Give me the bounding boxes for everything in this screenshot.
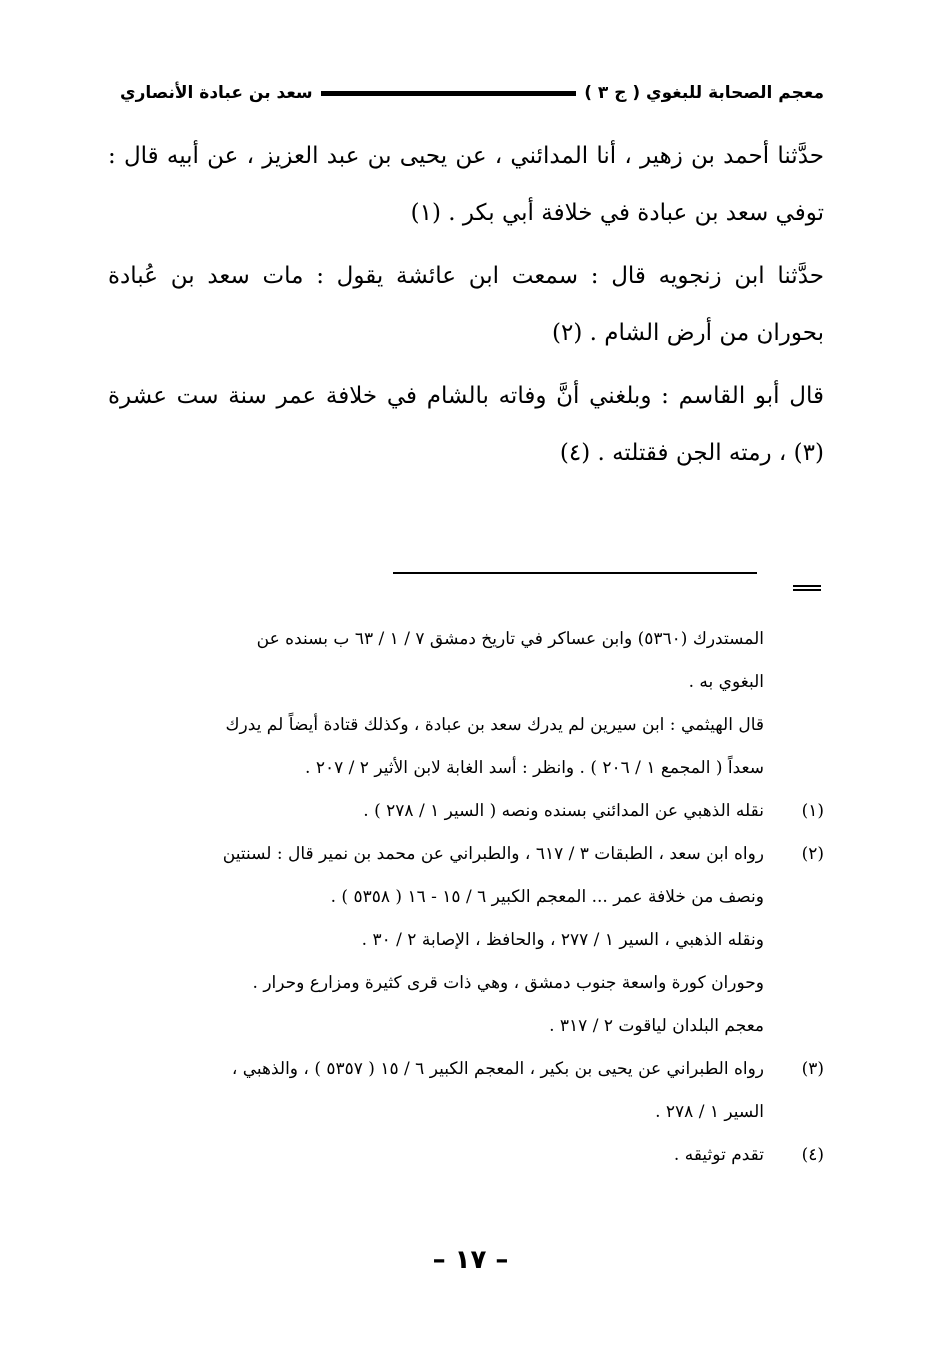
footnote-separator <box>393 572 757 574</box>
book-title: معجم الصحابة للبغوي ( ج ٣ ) <box>584 83 824 103</box>
footnote-line: وحوران كورة واسعة جنوب دمشق ، وهي ذات قرى كثيرة ومزارع وحرار . <box>252 973 764 993</box>
main-text <box>108 128 824 488</box>
footnote-4 <box>108 1134 824 1177</box>
footnote-carryover-line: قال الهيثمي : ابن سيرين لم يدرك سعد بن عبادة ، وكذلك قتادة أيضاً لم يدرك <box>225 715 764 735</box>
footnote-number: (٣) <box>801 1059 824 1079</box>
footnote-line: تقدم توثيقه . <box>673 1145 764 1165</box>
footnote-line: رواه الطبراني عن يحيى بن بكير ، المعجم الكبير ٦ / ١٥ ( ٥٣٥٧ ) ، والذهبي ، <box>231 1059 764 1079</box>
footnote-carryover-line: سعداً ( المجمع ١ / ٢٠٦ ) . وانظر : أسد الغابة لابن الأثير ٢ / ٢٠٧ . <box>305 758 764 778</box>
entry-title: سعد بن عبادة الأنصاري <box>120 83 313 103</box>
footnote-line: ونقله الذهبي ، السير ١ / ٢٧٧ ، والحافظ ، الإصابة ٢ / ٣٠ . <box>361 930 764 950</box>
footnotes <box>108 618 824 1177</box>
footnote-1 <box>108 790 824 833</box>
header-rule <box>321 91 577 96</box>
paragraph: حدَّثنا أحمد بن زهير ، أنا المدائني ، عن يحيى بن عبد العزيز ، عن أبيه قال : توفي سعد بن عبادة في خلافة أبي بكر . (١) <box>108 143 824 226</box>
footnote-carryover-line: المستدرك (٥٣٦٠) وابن عساكر في تاريخ دمشق ٧ / ١ / ٦٣ ب بسنده عن <box>256 629 764 649</box>
footnote-carryover-line: البغوي به . <box>688 672 764 692</box>
footnote-line: رواه ابن سعد ، الطبقات ٣ / ٦١٧ ، والطبراني عن محمد بن نمير قال : لسنتين <box>222 844 764 864</box>
page-number: – ١٧ – <box>432 1245 509 1275</box>
footnote-separator-mark <box>793 585 821 591</box>
footnote-line: ونصف من خلافة عمر ... المعجم الكبير ٦ / ١٥ - ١٦ ( ٥٣٥٨ ) . <box>330 887 764 907</box>
footnote-number: (٤) <box>801 1145 824 1165</box>
footnote-line: السير ١ / ٢٧٨ . <box>655 1102 764 1122</box>
footnote-line: نقله الذهبي عن المدائني بسنده ونصه ( السير ١ / ٢٧٨ ) . <box>363 801 764 821</box>
paragraph: قال أبو القاسم : وبلغني أنَّ وفاته بالشام في خلافة عمر سنة ست عشرة (٣) ، رمته الجن فقتلته . (٤) <box>108 383 824 466</box>
footnote-number: (٢) <box>801 844 824 864</box>
footnote-2 <box>108 833 824 1048</box>
paragraph: حدَّثنا ابن زنجويه قال : سمعت ابن عائشة يقول : مات سعد بن عُبادة بحوران من أرض الشام . (٢) <box>108 263 824 346</box>
running-header <box>120 78 824 108</box>
footnote-3 <box>108 1048 824 1134</box>
footnote-line: معجم البلدان لياقوت ٢ / ٣١٧ . <box>549 1016 764 1036</box>
footnote-number: (١) <box>801 801 824 821</box>
